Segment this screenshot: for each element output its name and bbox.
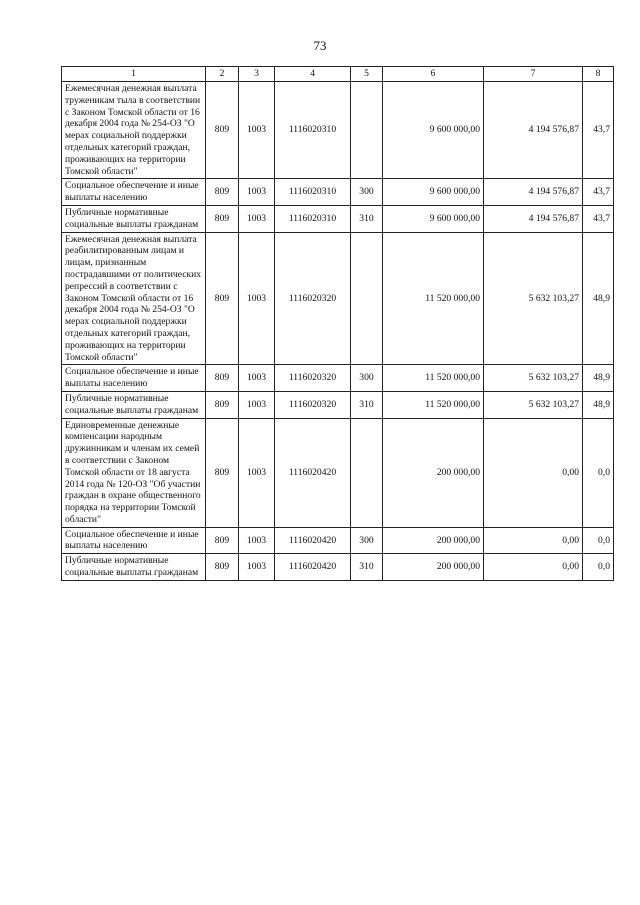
- row-col7: 0,00: [484, 418, 583, 527]
- row-name: Публичные нормативные социальные выплаты гражданам: [62, 391, 206, 418]
- page-number: 73: [313, 38, 327, 53]
- row-col3: 1003: [239, 391, 275, 418]
- row-col6: 11 520 000,00: [383, 391, 484, 418]
- row-col3: 1003: [239, 82, 275, 179]
- row-col7: 0,00: [484, 554, 583, 581]
- table-row: [62, 554, 614, 581]
- row-col8: 48,9: [583, 232, 614, 365]
- table-row: [62, 205, 614, 232]
- budget-table: [61, 66, 614, 581]
- row-col6: 9 600 000,00: [383, 82, 484, 179]
- row-col3: 1003: [239, 205, 275, 232]
- row-col2: 809: [206, 527, 239, 554]
- row-col7: 5 632 103,27: [484, 232, 583, 365]
- row-col4: 1116020310: [275, 179, 351, 206]
- row-col8: 48,9: [583, 365, 614, 392]
- row-col7: 5 632 103,27: [484, 365, 583, 392]
- header-cell: 2: [206, 67, 239, 82]
- table-row: [62, 391, 614, 418]
- row-col3: 1003: [239, 418, 275, 527]
- row-col5: 300: [351, 527, 383, 554]
- row-col3: 1003: [239, 232, 275, 365]
- row-col3: 1003: [239, 365, 275, 392]
- row-col7: 5 632 103,27: [484, 391, 583, 418]
- row-col3: 1003: [239, 554, 275, 581]
- row-col7: 4 194 576,87: [484, 179, 583, 206]
- row-col4: 1116020320: [275, 391, 351, 418]
- table-row: [62, 179, 614, 206]
- row-col6: 11 520 000,00: [383, 365, 484, 392]
- row-col4: 1116020420: [275, 527, 351, 554]
- row-col2: 809: [206, 554, 239, 581]
- row-col6: 9 600 000,00: [383, 205, 484, 232]
- row-col5: [351, 232, 383, 365]
- row-col5: 310: [351, 554, 383, 581]
- row-col6: 200 000,00: [383, 527, 484, 554]
- row-col3: 1003: [239, 179, 275, 206]
- row-col6: 200 000,00: [383, 418, 484, 527]
- row-col7: 0,00: [484, 527, 583, 554]
- row-col5: [351, 418, 383, 527]
- row-col2: 809: [206, 232, 239, 365]
- row-col4: 1116020420: [275, 554, 351, 581]
- row-col2: 809: [206, 82, 239, 179]
- row-col2: 809: [206, 179, 239, 206]
- row-col6: 9 600 000,00: [383, 179, 484, 206]
- row-col8: 0,0: [583, 554, 614, 581]
- row-col7: 4 194 576,87: [484, 82, 583, 179]
- table-row: [62, 527, 614, 554]
- row-name: Социальное обеспечение и иные выплаты населению: [62, 527, 206, 554]
- header-row: [62, 67, 614, 82]
- row-col4: 1116020310: [275, 82, 351, 179]
- table-row: [62, 82, 614, 179]
- row-name: Публичные нормативные социальные выплаты гражданам: [62, 554, 206, 581]
- row-col4: 1116020320: [275, 365, 351, 392]
- row-col5: [351, 82, 383, 179]
- row-col5: 310: [351, 391, 383, 418]
- row-col4: 1116020320: [275, 232, 351, 365]
- header-cell: 1: [62, 67, 206, 82]
- row-col2: 809: [206, 205, 239, 232]
- header-cell: 3: [239, 67, 275, 82]
- header-cell: 7: [484, 67, 583, 82]
- row-col6: 200 000,00: [383, 554, 484, 581]
- header-cell: 8: [583, 67, 614, 82]
- row-name: Ежемесячная денежная выплата реабилитированным лицам и лицам, признанным пострадавшими от политических репрессий в соответствии с Законом Томской области от 16 декабря 2004 года № 254-ОЗ "О мерах социальной поддержки отдельных категорий граждан, проживающих на территории Томской области": [62, 232, 206, 365]
- row-col2: 809: [206, 365, 239, 392]
- row-col8: 48,9: [583, 391, 614, 418]
- table-row: [62, 365, 614, 392]
- row-col8: 0,0: [583, 527, 614, 554]
- row-col8: 43,7: [583, 82, 614, 179]
- row-name: Публичные нормативные социальные выплаты гражданам: [62, 205, 206, 232]
- row-name: Единовременные денежные компенсации народным дружинникам и членам их семей в соответствии с Законом Томской области от 18 августа 2014 года № 120-ОЗ "Об участии граждан в охране общественного порядка на территории Томской области": [62, 418, 206, 527]
- table-row: [62, 418, 614, 527]
- header-cell: 6: [383, 67, 484, 82]
- row-col2: 809: [206, 418, 239, 527]
- row-col5: 300: [351, 365, 383, 392]
- row-col8: 43,7: [583, 179, 614, 206]
- row-name: Ежемесячная денежная выплата труженикам тыла в соответствии с Законом Томской области от 16 декабря 2004 года № 254-ОЗ "О мерах социальной поддержки отдельных категорий граждан, проживающих на территории Томской области": [62, 82, 206, 179]
- header-cell: 4: [275, 67, 351, 82]
- row-col2: 809: [206, 391, 239, 418]
- header-cell: 5: [351, 67, 383, 82]
- row-name: Социальное обеспечение и иные выплаты населению: [62, 365, 206, 392]
- row-name: Социальное обеспечение и иные выплаты населению: [62, 179, 206, 206]
- row-col8: 43,7: [583, 205, 614, 232]
- row-col5: 300: [351, 179, 383, 206]
- row-col3: 1003: [239, 527, 275, 554]
- row-col6: 11 520 000,00: [383, 232, 484, 365]
- table-row: [62, 232, 614, 365]
- row-col5: 310: [351, 205, 383, 232]
- row-col4: 1116020310: [275, 205, 351, 232]
- row-col8: 0,0: [583, 418, 614, 527]
- row-col4: 1116020420: [275, 418, 351, 527]
- row-col7: 4 194 576,87: [484, 205, 583, 232]
